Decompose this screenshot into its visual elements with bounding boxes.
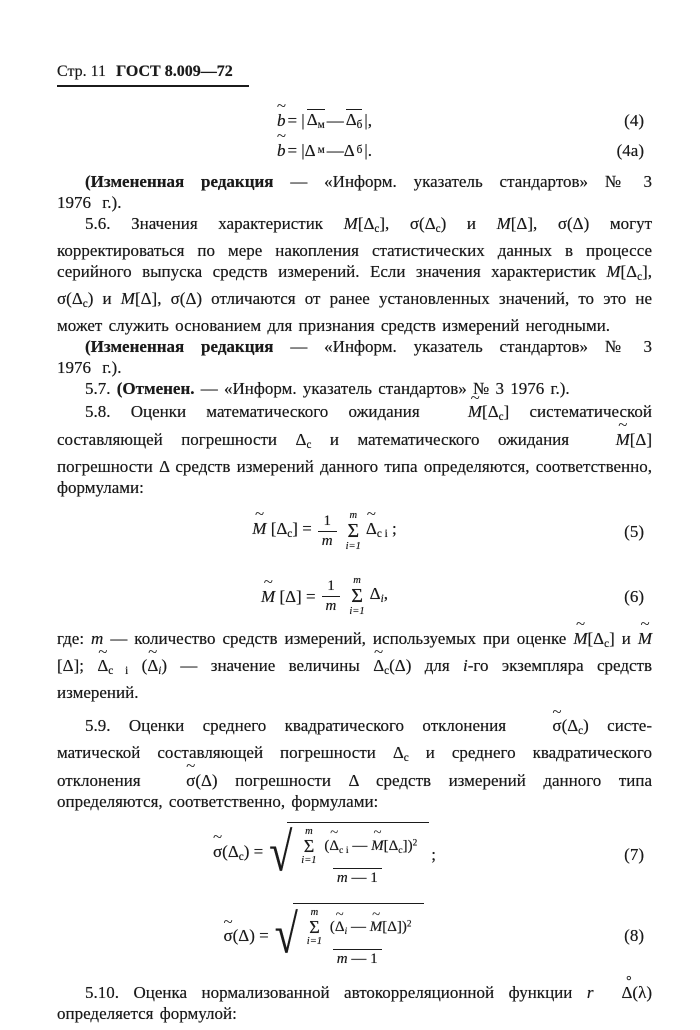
equation-4a-number: (4а): [616, 140, 644, 160]
eq5-fraction-numerator: 1: [323, 512, 331, 529]
page-number-label: Стр. 11: [57, 63, 107, 80]
equation-6-body: [57, 575, 592, 618]
eq6-fraction: [322, 578, 341, 616]
equation-4: [57, 105, 652, 135]
equation-7-number: (7): [624, 844, 644, 864]
eq5-summation: [346, 510, 361, 553]
equation-5-number: (5): [624, 521, 644, 541]
eq5-term: Δ $\sim_{с i}$ ;: [366, 518, 397, 545]
equation-4a-body: b ~ = |Δ м —Δ б |.: [57, 140, 592, 161]
eq7-square-root: [269, 822, 429, 887]
sigma-summation-symbol: Σ: [303, 835, 315, 856]
eq5-sum-lower-limit: i=1: [345, 540, 361, 552]
eq7-fraction: [293, 826, 421, 887]
eq7-fraction-denominator: m — 1: [333, 868, 382, 887]
equation-8: [57, 903, 652, 968]
eq5-lhs: M ~ $[\Delta_с]$ =: [252, 518, 312, 545]
eq8-square-root: [275, 903, 424, 968]
eq6-fraction-numerator: 1: [327, 577, 335, 594]
eq7-punctuation: ;: [431, 844, 437, 864]
eq7-sum-upper-limit: m: [305, 825, 313, 837]
page-header: [57, 60, 652, 87]
paragraph-5-9: 5.9. Оценки среднего квадратического отклонения σ $\sim(\Delta_с)$ систематической составляющей погрешности $\Delta_с$ и среднего квадратического отклонения σ ~(Δ) погрешности Δ средств измерений данного типа определяются, соответственно, формулами:: [57, 715, 652, 811]
paragraph-amended-note-1: (Измененная редакция — «Информ. указатель стандартов» № 3 1976 г.).: [57, 172, 653, 212]
radical-symbol: √: [274, 905, 298, 966]
equation-6: [57, 575, 652, 618]
standard-designation: ГОСТ 8.009—72: [116, 63, 233, 80]
equation-4-number: (4): [624, 110, 644, 130]
eq8-sum-lower-limit: i=1: [306, 936, 323, 948]
eq5-fraction: [318, 513, 337, 551]
equation-8-number: (8): [624, 926, 644, 946]
paragraph-where-definitions: где: m — количество средств измерений, используемых при оценке M $\sim[\Delta_с]$ и M ~[Δ]; Δ $\sim_{с i}$ (Δ $\sim_i$) — значение величины Δ $\sim_с(\Delta)$ для i-го экземпляра средств измерений.: [57, 628, 652, 703]
eq6-fraction-denominator: m: [322, 596, 341, 615]
eq6-summation: [349, 575, 364, 618]
eq8-fraction: [299, 907, 416, 968]
equation-5-body: [57, 510, 592, 553]
paragraph-5-8: 5.8. Оценки математического ожидания M $\sim[\Delta_с]$ систематической составляющей погрешности $\Delta_с$ и математического ожидания M ~[Δ] погрешности Δ средств измерений данного типа определяются, соответственно, формулами:: [57, 401, 652, 497]
equation-5: [57, 510, 652, 553]
eq6-lhs: M ~ [Δ] =: [261, 586, 316, 607]
equation-4-body: b ~ = | $\Delta_м$ — $\Delta_б$ |,: [57, 109, 592, 132]
paragraph-5-6: 5.6. Значения характеристик $M[\Delta_с]$, $\sigma(\Delta_с)$ и M[Δ], σ(Δ) могут корректироваться по мере накопления статистических данных в процессе серийного выпуска средств измерений. Если значения характеристик $M[\Delta_с]$, $\sigma(\Delta_с)$ и M[Δ], σ(Δ) отличаются от ранее установленных значений, то это не может служить основанием для признания средств измерений негодными.: [57, 214, 652, 336]
eq6-sum-lower-limit: i=1: [349, 605, 365, 617]
eq5-sum-upper-limit: m: [349, 509, 358, 521]
sigma-summation-symbol: Σ: [309, 917, 320, 938]
eq7-lhs: σ $\sim(\Delta_с)$ =: [213, 841, 263, 868]
paragraph-amended-note-2: (Измененная редакция — «Информ. указатель стандартов» № 3 1976 г.).: [57, 337, 653, 378]
sigma-summation-symbol: Σ: [347, 519, 360, 542]
radical-symbol: √: [269, 824, 293, 884]
equation-4a: [57, 135, 652, 165]
eq7-expression: (Δ $\sim_{с i}$ — M $\sim[\Delta_с])^2$: [324, 838, 417, 854]
paragraph-5-7: 5.7. (Отменен. — «Информ. указатель стандартов» № 3 1976 г.).: [85, 379, 570, 399]
eq7-sum-lower-limit: i=1: [301, 854, 317, 866]
eq7-radicand: [287, 822, 429, 887]
eq8-fraction-numerator: [299, 907, 416, 949]
eq6-sum-upper-limit: m: [353, 574, 361, 586]
eq8-radicand: [293, 903, 424, 968]
equation-7: [57, 822, 652, 887]
equation-8-body: [57, 903, 592, 968]
eq8-expression: (Δ $\sim_i$ — M ~[Δ])$^2$: [330, 919, 412, 935]
eq6-term: $\Delta_i$,: [369, 583, 388, 605]
paragraph-5-10: 5.10. Оценка нормализованной автокорреляционной функции r Δ °(λ) определяется формулой:: [57, 982, 652, 1024]
eq5-fraction-denominator: m: [318, 531, 337, 550]
equation-6-number: (6): [624, 586, 644, 606]
eq8-lhs: σ ~(Δ) =: [223, 925, 268, 946]
eq8-sum-upper-limit: m: [310, 906, 319, 918]
header-rule: [57, 61, 249, 87]
sigma-summation-symbol: Σ: [351, 584, 363, 607]
eq7-summation: [301, 826, 316, 867]
equation-7-body: [57, 822, 592, 887]
eq7-fraction-numerator: [293, 826, 421, 868]
eq8-summation: [307, 907, 322, 948]
eq8-fraction-denominator: m — 1: [333, 949, 382, 968]
